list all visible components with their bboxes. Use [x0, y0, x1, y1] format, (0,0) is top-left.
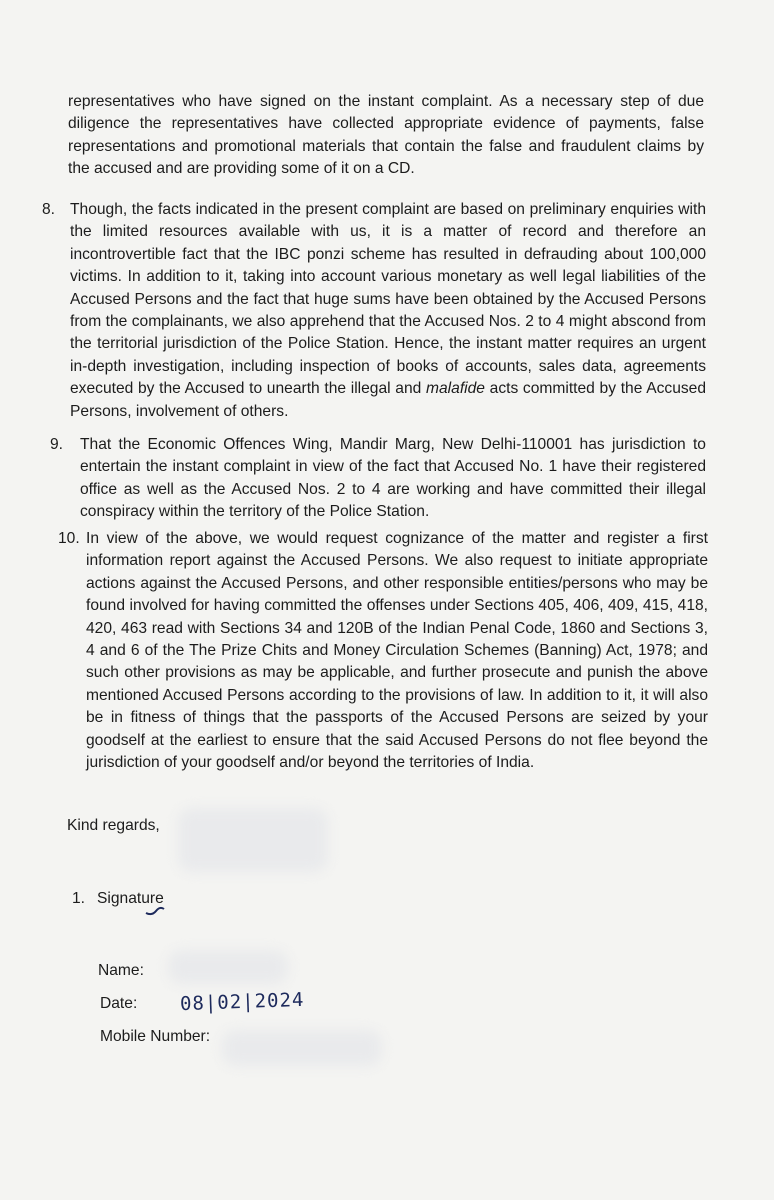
signature-number: 1. [72, 890, 86, 907]
paragraph-10-text: In view of the above, we would request cognizance of the matter and register a first information report against the Accused Persons. We also request to initiate appropriate actions against the Accused Persons, and other responsible entities/persons who may be found involved for having committed the offenses under Sections 405, 406, 409, 415, 418, 420, 463 read with Sections 34 and 120B of the Indian Penal Code, 1860 and Sections 3, 4 and 6 of the The Prize Chits and Money Circulation Schemes (Banning) Act, 1978; and such other provisions as may be applicable, and further prosecute and punish the above mentioned Accused Persons according to the provisions of law. In addition to it, it will also be in fitness of things that the passports of the Accused Persons are seized by your goodself at the earliest to ensure that the said Accused Persons do not flee beyond the jurisdiction of your goodself and/or beyond the territories of India. [86, 530, 708, 772]
handwritten-date: 08|02|2024 [179, 988, 305, 1016]
date-label: Date: [100, 995, 138, 1012]
paragraph-10 [58, 528, 708, 774]
paragraph-intro [68, 91, 704, 181]
signature-label: Signature [97, 890, 164, 907]
redacted-name [168, 950, 288, 984]
mobile-number-label: Mobile Number: [100, 1028, 211, 1045]
paragraph-intro-text: representatives who have signed on the instant complaint. As a necessary step of due diligence the representatives have collected appropriate evidence of payments, false representations and promotional materials that contain the false and fraudulent claims by the accused and are providing some of it on a CD. [68, 93, 704, 178]
kind-regards: Kind regards, [67, 817, 160, 834]
paragraph-8-number: 8. [42, 201, 56, 218]
name-label: Name: [98, 962, 144, 979]
paragraph-9-number: 9. [50, 436, 64, 453]
signature-pen-mark [144, 903, 166, 917]
paragraph-9 [50, 434, 706, 524]
redacted-signature-area [178, 808, 328, 872]
paragraph-9-text: That the Economic Offences Wing, Mandir Marg, New Delhi-110001 has jurisdiction to entertain the instant complaint in view of the fact that Accused No. 1 have their registered office as well as the Accused Nos. 2 to 4 are working and have committed their illegal conspiracy within the territory of the Police Station. [80, 436, 706, 521]
paragraph-8-italic: malafide [426, 380, 485, 398]
paragraph-8-text: Though, the facts indicated in the present complaint are based on preliminary enquiries with the limited resources available with us, it is a matter of record and therefore an incontrovertible fact that the IBC ponzi scheme has resulted in defrauding about 100,000 victims. In addition to it, taking into account various monetary as well legal liabilities of the Accused Persons and the fact that huge sums have been obtained by the Accused Persons from the complainants, we also apprehend that the Accused Nos. 2 to 4 might abscond from the territorial jurisdiction of the Police Station. Hence, the instant matter requires an urgent in-depth investigation, including inspection of books of accounts, sales data, agreements executed by the Accused to unearth the illegal and malafide acts committed by the Accused Persons, involvement of others. [70, 201, 707, 420]
paragraph-8 [42, 199, 706, 423]
redacted-mobile-number [222, 1030, 382, 1066]
paragraph-10-number: 10. [58, 530, 80, 547]
